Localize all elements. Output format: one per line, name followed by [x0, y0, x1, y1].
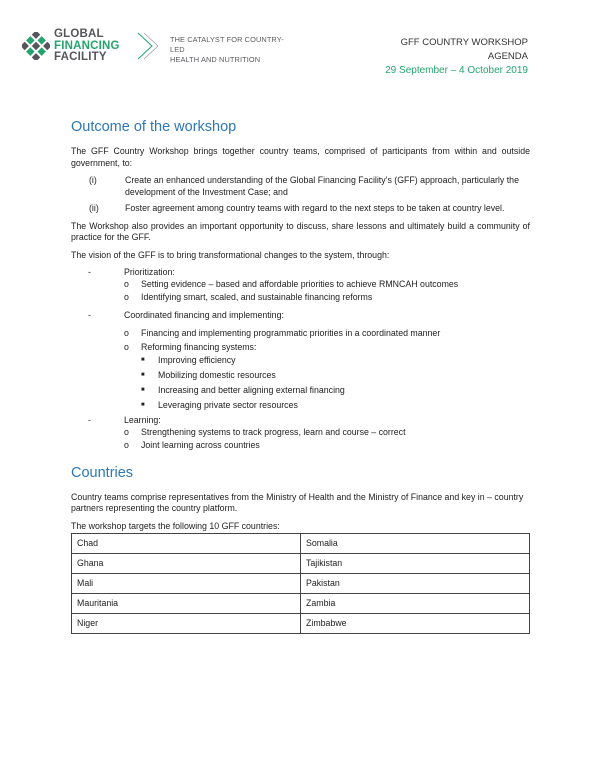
table-cell: Somalia	[301, 534, 530, 554]
logo-chevron-icon	[136, 31, 172, 61]
square-item-text: Improving efficiency	[158, 355, 236, 365]
community-paragraph: The Workshop also provides an important opportunity to discuss, share lessons and ultimately build a community of practice for the GFF.	[71, 220, 530, 242]
numbered-list	[71, 175, 530, 215]
circle-bullet-icon: o	[124, 292, 129, 302]
logo-tagline	[170, 35, 292, 65]
square-sublist	[141, 355, 530, 412]
table-cell: Pakistan	[301, 574, 530, 594]
item-number: (i)	[89, 175, 97, 185]
sub-item-text: Joint learning across countries	[141, 440, 260, 450]
countries-paragraph: Country teams comprise representatives from the Ministry of Health and the Ministry of Finance and key in – country partners representing the country platform.	[71, 491, 524, 513]
theme-item	[71, 267, 530, 279]
square-item	[141, 370, 530, 382]
outcome-intro: The GFF Country Workshop brings together country teams, comprised of participants from within and outside government, to:	[71, 146, 530, 168]
theme-label: Coordinated financing and implementing:	[124, 309, 284, 320]
circle-bullet-icon: o	[124, 440, 129, 450]
theme-label: Learning:	[124, 415, 161, 425]
item-number: (ii)	[89, 203, 99, 213]
table-row	[72, 574, 530, 594]
theme-sublist	[124, 279, 530, 304]
sub-item	[124, 440, 530, 452]
circle-bullet-icon: o	[124, 278, 129, 289]
square-bullet-icon: ■	[141, 387, 145, 393]
outcome-heading: Outcome of the workshop	[71, 119, 237, 135]
table-cell: Mauritania	[72, 594, 301, 614]
vision-paragraph: The vision of the GFF is to bring transformational changes to the system, through:	[71, 249, 390, 260]
theme-label: Prioritization:	[124, 267, 175, 277]
theme-sublist	[124, 328, 530, 412]
theme-sublist	[124, 427, 530, 452]
sub-item	[124, 342, 530, 354]
gff-logo	[22, 29, 292, 69]
circle-bullet-icon: o	[124, 328, 129, 338]
square-item-text: Increasing and better aligning external financing	[158, 385, 345, 395]
table-cell: Tajikistan	[301, 554, 530, 574]
header-info	[385, 36, 528, 78]
logo-line-3: FACILITY	[54, 51, 107, 63]
dash-bullet-icon: -	[88, 267, 91, 277]
square-bullet-icon: ■	[141, 402, 145, 408]
logo-line-1: GLOBAL	[54, 28, 104, 40]
table-cell: Zimbabwe	[301, 614, 530, 634]
tagline-line-1: THE CATALYST FOR COUNTRY-LED	[170, 35, 284, 54]
theme-item	[71, 415, 530, 427]
theme-item	[71, 310, 530, 322]
table-row	[72, 554, 530, 574]
table-cell: Niger	[72, 614, 301, 634]
square-bullet-icon: ■	[141, 372, 145, 378]
numbered-item	[71, 203, 530, 215]
item-text: Create an enhanced understanding of the Global Financing Facility’s (GFF) approach, particularly the development of the Investment Case; and	[125, 175, 519, 197]
dash-bullet-icon: -	[88, 415, 91, 425]
sub-item-text: Setting evidence – based and affordable priorities to achieve RMNCAH outcomes	[141, 278, 459, 289]
sub-item	[124, 292, 530, 304]
main-content	[71, 119, 530, 634]
square-item	[141, 385, 530, 397]
workshop-dates: 29 September – 4 October 2019	[385, 65, 528, 76]
table-row	[72, 594, 530, 614]
square-item	[141, 355, 530, 367]
dash-bullet-icon: -	[88, 309, 91, 320]
square-item-text: Mobilizing domestic resources	[158, 370, 276, 380]
gff-logo-mark-icon	[22, 32, 50, 60]
sub-item-text: Identifying smart, scaled, and sustainable financing reforms	[141, 292, 373, 302]
circle-bullet-icon: o	[124, 341, 129, 352]
sub-item-text: Financing and implementing programmatic priorities in a coordinated manner	[141, 328, 441, 338]
countries-table	[71, 533, 530, 634]
countries-heading: Countries	[71, 464, 134, 481]
square-bullet-icon: ■	[141, 357, 145, 363]
sub-item-text: Reforming financing systems:	[141, 341, 257, 352]
sub-item	[124, 279, 530, 291]
table-row	[72, 614, 530, 634]
table-cell: Chad	[72, 534, 301, 554]
tagline-line-2: HEALTH AND NUTRITION	[170, 55, 261, 64]
sub-item	[124, 328, 530, 340]
circle-bullet-icon: o	[124, 426, 129, 437]
table-row	[72, 534, 530, 554]
table-cell: Ghana	[72, 554, 301, 574]
workshop-title: GFF COUNTRY WORKSHOP	[400, 37, 528, 48]
sub-item	[124, 427, 530, 439]
numbered-item	[71, 175, 530, 198]
sub-item-text: Strengthening systems to track progress, learn and course – correct	[141, 426, 406, 437]
agenda-label: AGENDA	[487, 51, 528, 62]
square-item	[141, 400, 530, 412]
square-item-text: Leveraging private sector resources	[158, 400, 298, 410]
logo-line-2: FINANCING	[54, 39, 120, 52]
table-cell: Zambia	[301, 594, 530, 614]
item-text: Foster agreement among country teams with regard to the next steps to be taken at country level.	[125, 203, 505, 213]
targets-intro: The workshop targets the following 10 GFF countries:	[71, 520, 280, 531]
table-cell: Mali	[72, 574, 301, 594]
logo-wordmark	[54, 29, 120, 64]
